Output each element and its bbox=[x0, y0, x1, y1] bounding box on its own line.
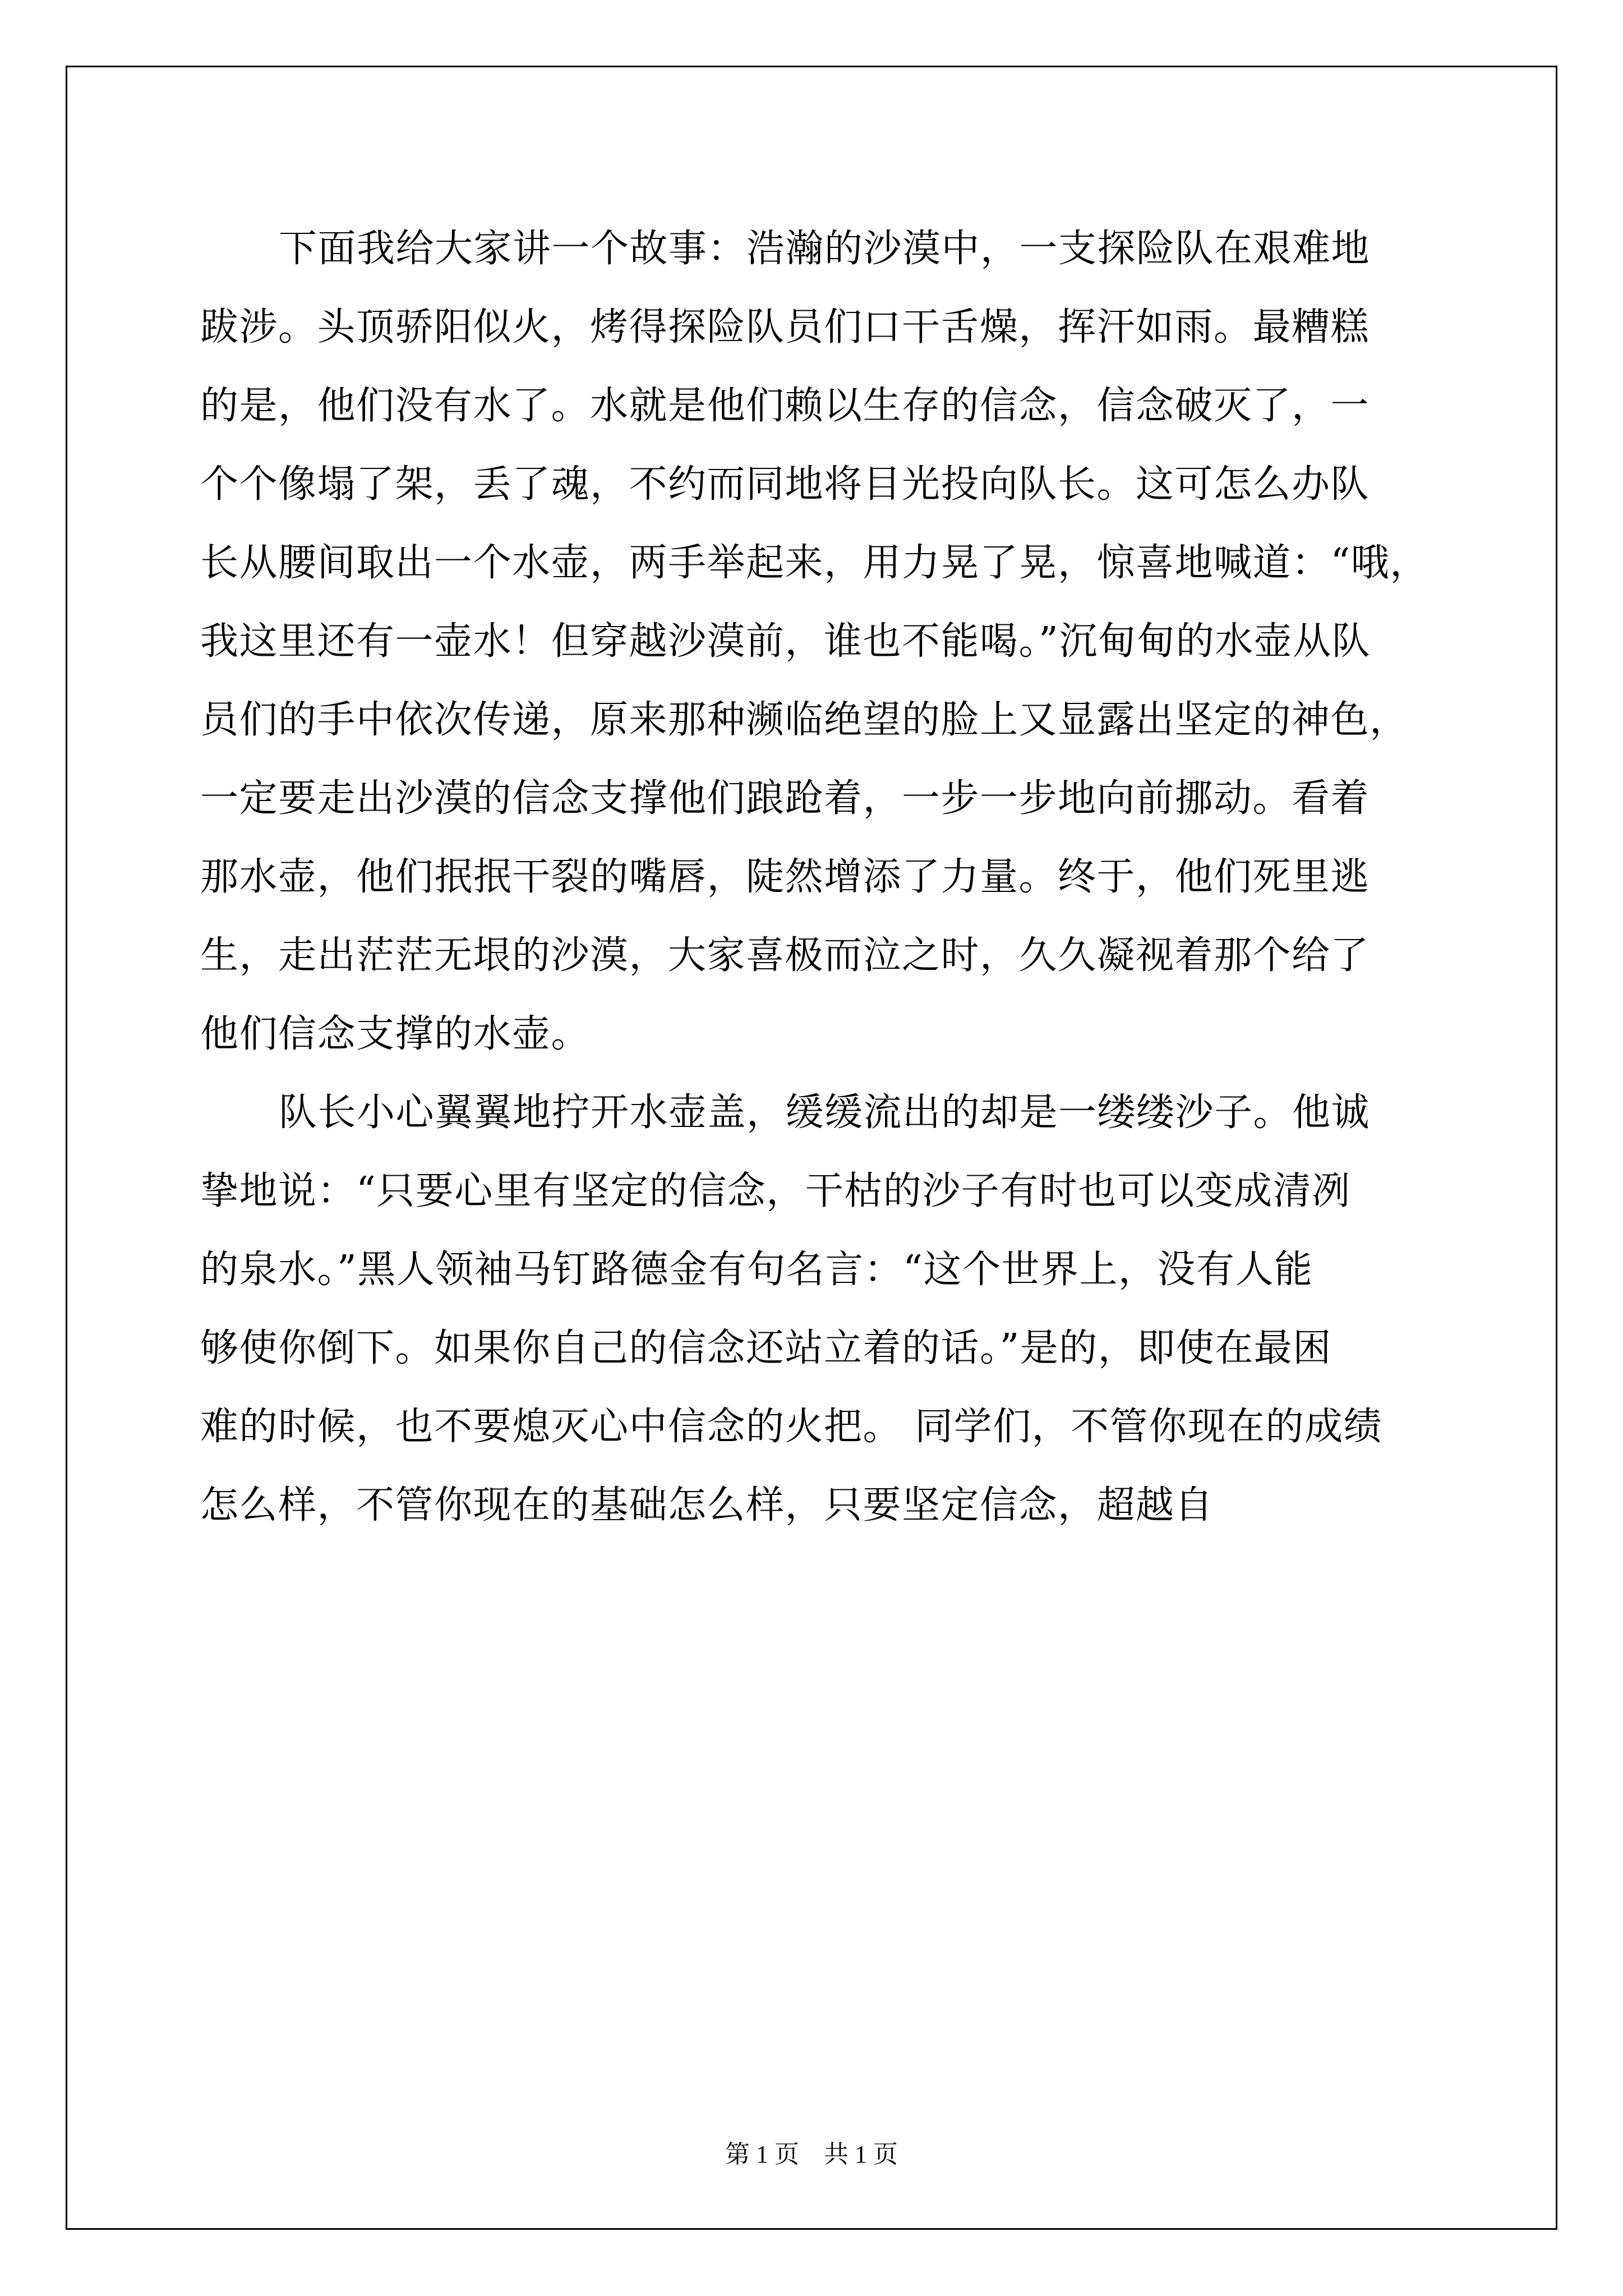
paragraph-1-line-8: 一定要走出沙漠的信念支撑他们踉跄着，一步一步地向前挪动。看着 bbox=[200, 776, 1370, 821]
paragraph-1-line-1: 下面我给大家讲一个故事：浩瀚的沙漠中，一支探险队在艰难地 bbox=[279, 227, 1371, 271]
paragraph-1-line-6: 我这里还有一壶水！但穿越沙漠前，谁也不能喝。”沉甸甸的水壶从队 bbox=[200, 619, 1371, 664]
paragraph-1-line-11: 他们信念支撑的水壶。 bbox=[200, 1012, 591, 1056]
paragraph-1-line-4: 个个像塌了架，丢了魂，不约而同地将目光投向队长。这可怎么办队 bbox=[200, 462, 1370, 507]
paragraph-1-line-10: 生，走出茫茫无垠的沙漠，大家喜极而泣之时，久久凝视着那个给了 bbox=[200, 933, 1370, 978]
paragraph-1-line-2: 跋涉。头顶骄阳似火，烤得探险队员们口干舌燥，挥汗如雨。最糟糕 bbox=[200, 305, 1370, 349]
paragraph-2-line-5: 难的时候，也不要熄灭心中信念的火把。 同学们，不管你现在的成绩 bbox=[200, 1405, 1383, 1449]
paragraph-2-line-3: 的泉水。”黑人领袖马钉路德金有句名言：“这个世界上，没有人能 bbox=[200, 1248, 1313, 1292]
paragraph-1-line-9: 那水壶，他们抿抿干裂的嘴唇，陡然增添了力量。终于，他们死里逃 bbox=[200, 855, 1370, 899]
paragraph-1-line-3: 的是，他们没有水了。水就是他们赖以生存的信念，信念破灭了，一 bbox=[200, 384, 1370, 428]
paragraph-2-line-6: 怎么样，不管你现在的基础怎么样，只要坚定信念，超越自 bbox=[200, 1483, 1214, 1527]
paragraph-1-line-7: 员们的手中依次传递，原来那种濒临绝望的脸上又显露出坚定的神色， bbox=[200, 698, 1409, 742]
paragraph-2-line-1: 队长小心翼翼地拧开水壶盖，缓缓流出的却是一缕缕沙子。他诚 bbox=[279, 1091, 1371, 1135]
paragraph-2-line-2: 挚地说：“只要心里有坚定的信念，干枯的沙子有时也可以变成清冽 bbox=[200, 1169, 1351, 1213]
page-number-footer: 第 1 页 共 1 页 bbox=[725, 2141, 898, 2168]
paragraph-1-line-5: 长从腰间取出一个水壶，两手举起来，用力晃了晃，惊喜地喊道：“哦， bbox=[200, 541, 1429, 585]
paragraph-2-line-4: 够使你倒下。如果你自己的信念还站立着的话。”是的，即使在最困 bbox=[200, 1326, 1332, 1370]
